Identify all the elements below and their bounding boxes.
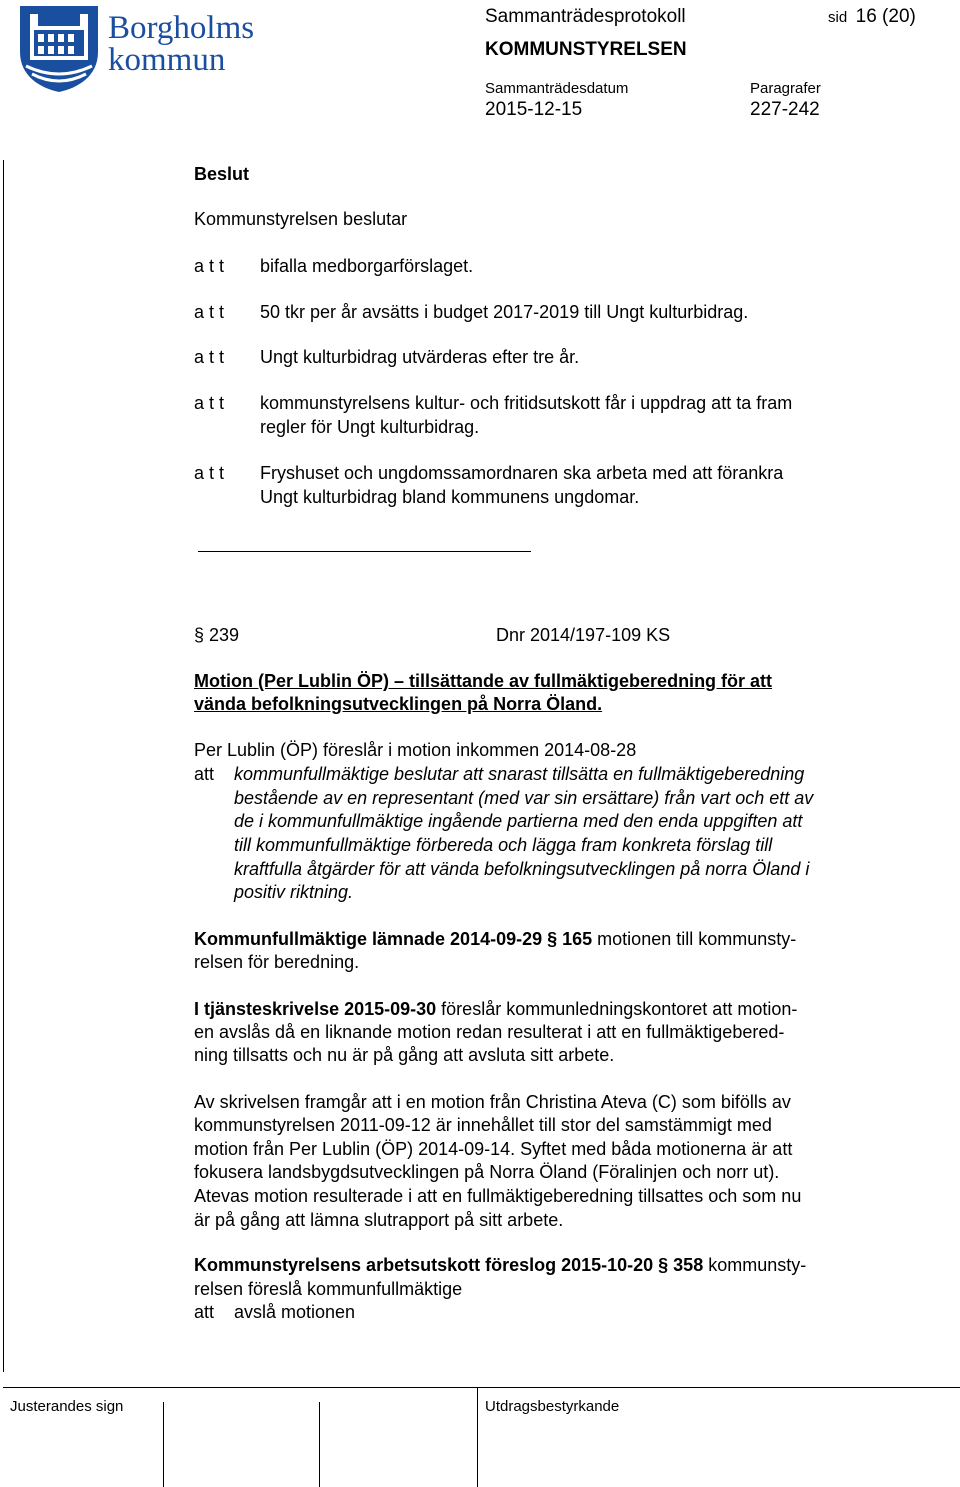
section-divider xyxy=(198,551,531,552)
paragraph-au-cont: relsen föreslå kommunfullmäktige xyxy=(194,1279,463,1299)
paragraph-text: är på gång att lämna slutrapport på sitt arbete. xyxy=(194,1210,564,1230)
coat-of-arms-icon xyxy=(18,4,100,94)
decision-item: 50 tkr per år avsätts i budget 2017-2019 till Ungt kulturbidrag. xyxy=(260,302,749,322)
page-indicator xyxy=(828,6,916,28)
att-label: a t t xyxy=(194,302,225,322)
motion-text: positiv riktning. xyxy=(234,882,354,902)
page-label: sid xyxy=(828,9,848,26)
footer-extract-label: Utdragsbestyrkande xyxy=(485,1398,620,1415)
motion-text: kraftfulla åtgärder för att vända befolkningsutvecklingen på norra Öland i xyxy=(234,859,810,879)
paragraph-kf xyxy=(194,927,796,951)
kf-reference: Kommunfullmäktige lämnade 2014-09-29 § 165 xyxy=(194,929,593,949)
footer-rule xyxy=(3,1387,960,1388)
motion-intro: Per Lublin (ÖP) föreslår i motion inkommen 2014-08-28 xyxy=(194,740,637,760)
paragraphs-label: Paragrafer xyxy=(750,80,821,97)
decision-item-cont: Ungt kulturbidrag bland kommunens ungdomar. xyxy=(260,487,640,507)
date-label: Sammanträdesdatum xyxy=(485,80,629,97)
motion-text: bestående av en representant (med var sin ersättare) från vart och ett av xyxy=(234,788,814,808)
att-label: a t t xyxy=(194,393,225,413)
motion-text: till kommunfullmäktige förbereda och lägga fram konkreta förslag till xyxy=(234,835,773,855)
decision-item: Fryshuset och ungdomssamordnaren ska arbeta med att förankra xyxy=(260,463,784,483)
meeting-date: 2015-12-15 xyxy=(485,99,583,120)
motion-text: de i kommunfullmäktige ingående partierna med den enda uppgiften att xyxy=(234,811,803,831)
decision-item: bifalla medborgarförslaget. xyxy=(260,256,474,276)
au-reference: Kommunstyrelsens arbetsutskott föreslog 2015-10-20 § 358 xyxy=(194,1255,704,1275)
paragraph-text: motion från Per Lublin (ÖP) 2014-09-14. Syftet med båda motionerna är att xyxy=(194,1139,793,1159)
tjansteskrivelse-text: föreslår kommunledningskontoret att motion- xyxy=(436,999,798,1019)
motion-att-label: att xyxy=(194,764,215,784)
paragraph-kf-cont: relsen för beredning. xyxy=(194,952,360,972)
paragraph-text: ning tillsatts och nu är på gång att avsluta sitt arbete. xyxy=(194,1045,615,1065)
au-proposal: avslå motionen xyxy=(234,1302,356,1322)
doc-type: Sammanträdesprotokoll xyxy=(485,6,686,27)
beslut-heading: Beslut xyxy=(194,164,250,184)
paragraph-number: § 239 xyxy=(194,625,240,645)
paragraph-text: en avslås då en liknande motion redan resulterat i att en fullmäktigebered- xyxy=(194,1022,785,1042)
footer-sign-label: Justerandes sign xyxy=(10,1398,124,1415)
signature-box-divider xyxy=(163,1402,164,1487)
paragraph-text: Av skrivelsen framgår att i en motion från Christina Ateva (C) som bifölls av xyxy=(194,1092,791,1112)
section-title-cont: vända befolkningsutvecklingen på Norra Öland. xyxy=(194,694,603,714)
left-margin-rule xyxy=(3,160,4,1372)
section-title: Motion (Per Lublin ÖP) – tillsättande av fullmäktigeberedning för att xyxy=(194,671,773,691)
signature-box-divider xyxy=(477,1387,478,1487)
att-label: a t t xyxy=(194,256,225,276)
decision-item: Ungt kulturbidrag utvärderas efter tre år. xyxy=(260,347,580,367)
signature-box-divider xyxy=(319,1402,320,1487)
logo-line-2: kommun xyxy=(108,42,226,78)
page-number: 16 (20) xyxy=(855,6,916,27)
decision-item-cont: regler för Ungt kulturbidrag. xyxy=(260,417,480,437)
organ-name: KOMMUNSTYRELSEN xyxy=(485,39,687,60)
beslut-intro: Kommunstyrelsen beslutar xyxy=(194,209,408,229)
kf-text: motionen till kommunsty- xyxy=(592,929,797,949)
au-text: kommunsty- xyxy=(703,1255,807,1275)
paragraph-tjansteskrivelse xyxy=(194,997,797,1021)
paragraphs-value: 227-242 xyxy=(750,99,820,120)
logo-line-1: Borgholms xyxy=(108,10,255,46)
tjansteskrivelse-reference: I tjänsteskrivelse 2015-09-30 xyxy=(194,999,437,1019)
dnr: Dnr 2014/197-109 KS xyxy=(496,625,671,645)
municipality-logo xyxy=(18,4,288,94)
att-label: a t t xyxy=(194,347,225,367)
motion-text: kommunfullmäktige beslutar att snarast tillsätta en fullmäktigeberedning xyxy=(234,764,805,784)
paragraph-au xyxy=(194,1253,806,1277)
paragraph-text: fokusera landsbygdsutvecklingen på Norra Öland (Föralinjen och norr ut). xyxy=(194,1162,780,1182)
au-att-label: att xyxy=(194,1302,215,1322)
paragraph-text: Atevas motion resulterade i att en fullmäktigeberedning tillsattes och som nu xyxy=(194,1186,802,1206)
att-label: a t t xyxy=(194,463,225,483)
paragraph-text: kommunstyrelsen 2011-09-12 är innehållet till stor del samstämmigt med xyxy=(194,1115,772,1135)
decision-item: kommunstyrelsens kultur- och fritidsutskott får i uppdrag att ta fram xyxy=(260,393,793,413)
